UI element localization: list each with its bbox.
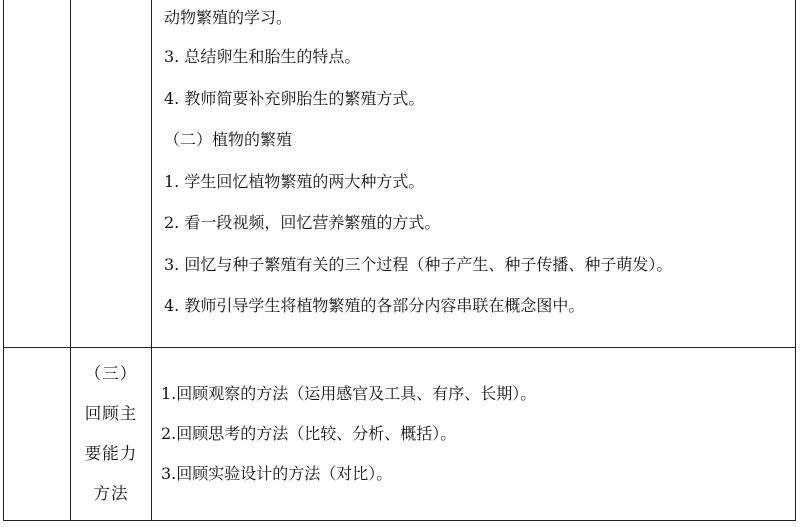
empty-cell: [71, 0, 152, 348]
subsection-heading: （二）植物的繁殖: [164, 130, 293, 149]
empty-cell: [4, 0, 71, 348]
empty-cell: [4, 348, 71, 521]
section-title-line: 要能力: [84, 444, 138, 463]
section-title-cell: [71, 348, 152, 521]
content-line: 4. 教师引导学生将植物繁殖的各部分内容串联在概念图中。: [164, 296, 585, 315]
content-cell: [152, 0, 796, 348]
section-title-line: 回顾主: [84, 404, 138, 423]
section-title-line: 方法: [93, 484, 129, 503]
content-line: 动物繁殖的学习。: [164, 8, 293, 27]
content-line: 3. 总结卵生和胎生的特点。: [164, 47, 361, 66]
content-line: 1. 学生回忆植物繁殖的两大种方式。: [164, 171, 425, 191]
content-line: 3.回顾实验设计的方法（对比）。: [161, 464, 393, 483]
table-row: [4, 348, 796, 521]
content-line: 1.回顾观察的方法（运用感官及工具、有序、长期）。: [161, 384, 537, 403]
content-cell: [152, 348, 796, 521]
content-line: 3. 回忆与种子繁殖有关的三个过程（种子产生、种子传播、种子萌发）。: [164, 254, 673, 274]
content-line: 4. 教师简要补充卵胎生的繁殖方式。: [164, 88, 425, 108]
content-line: 2.回顾思考的方法（比较、分析、概括）。: [161, 424, 457, 443]
section-title-line: （三）: [84, 364, 138, 383]
table-row: [4, 0, 796, 348]
lesson-plan-table: [3, 0, 796, 521]
content-line: 2. 看一段视频，回忆营养繁殖的方式。: [164, 213, 441, 232]
